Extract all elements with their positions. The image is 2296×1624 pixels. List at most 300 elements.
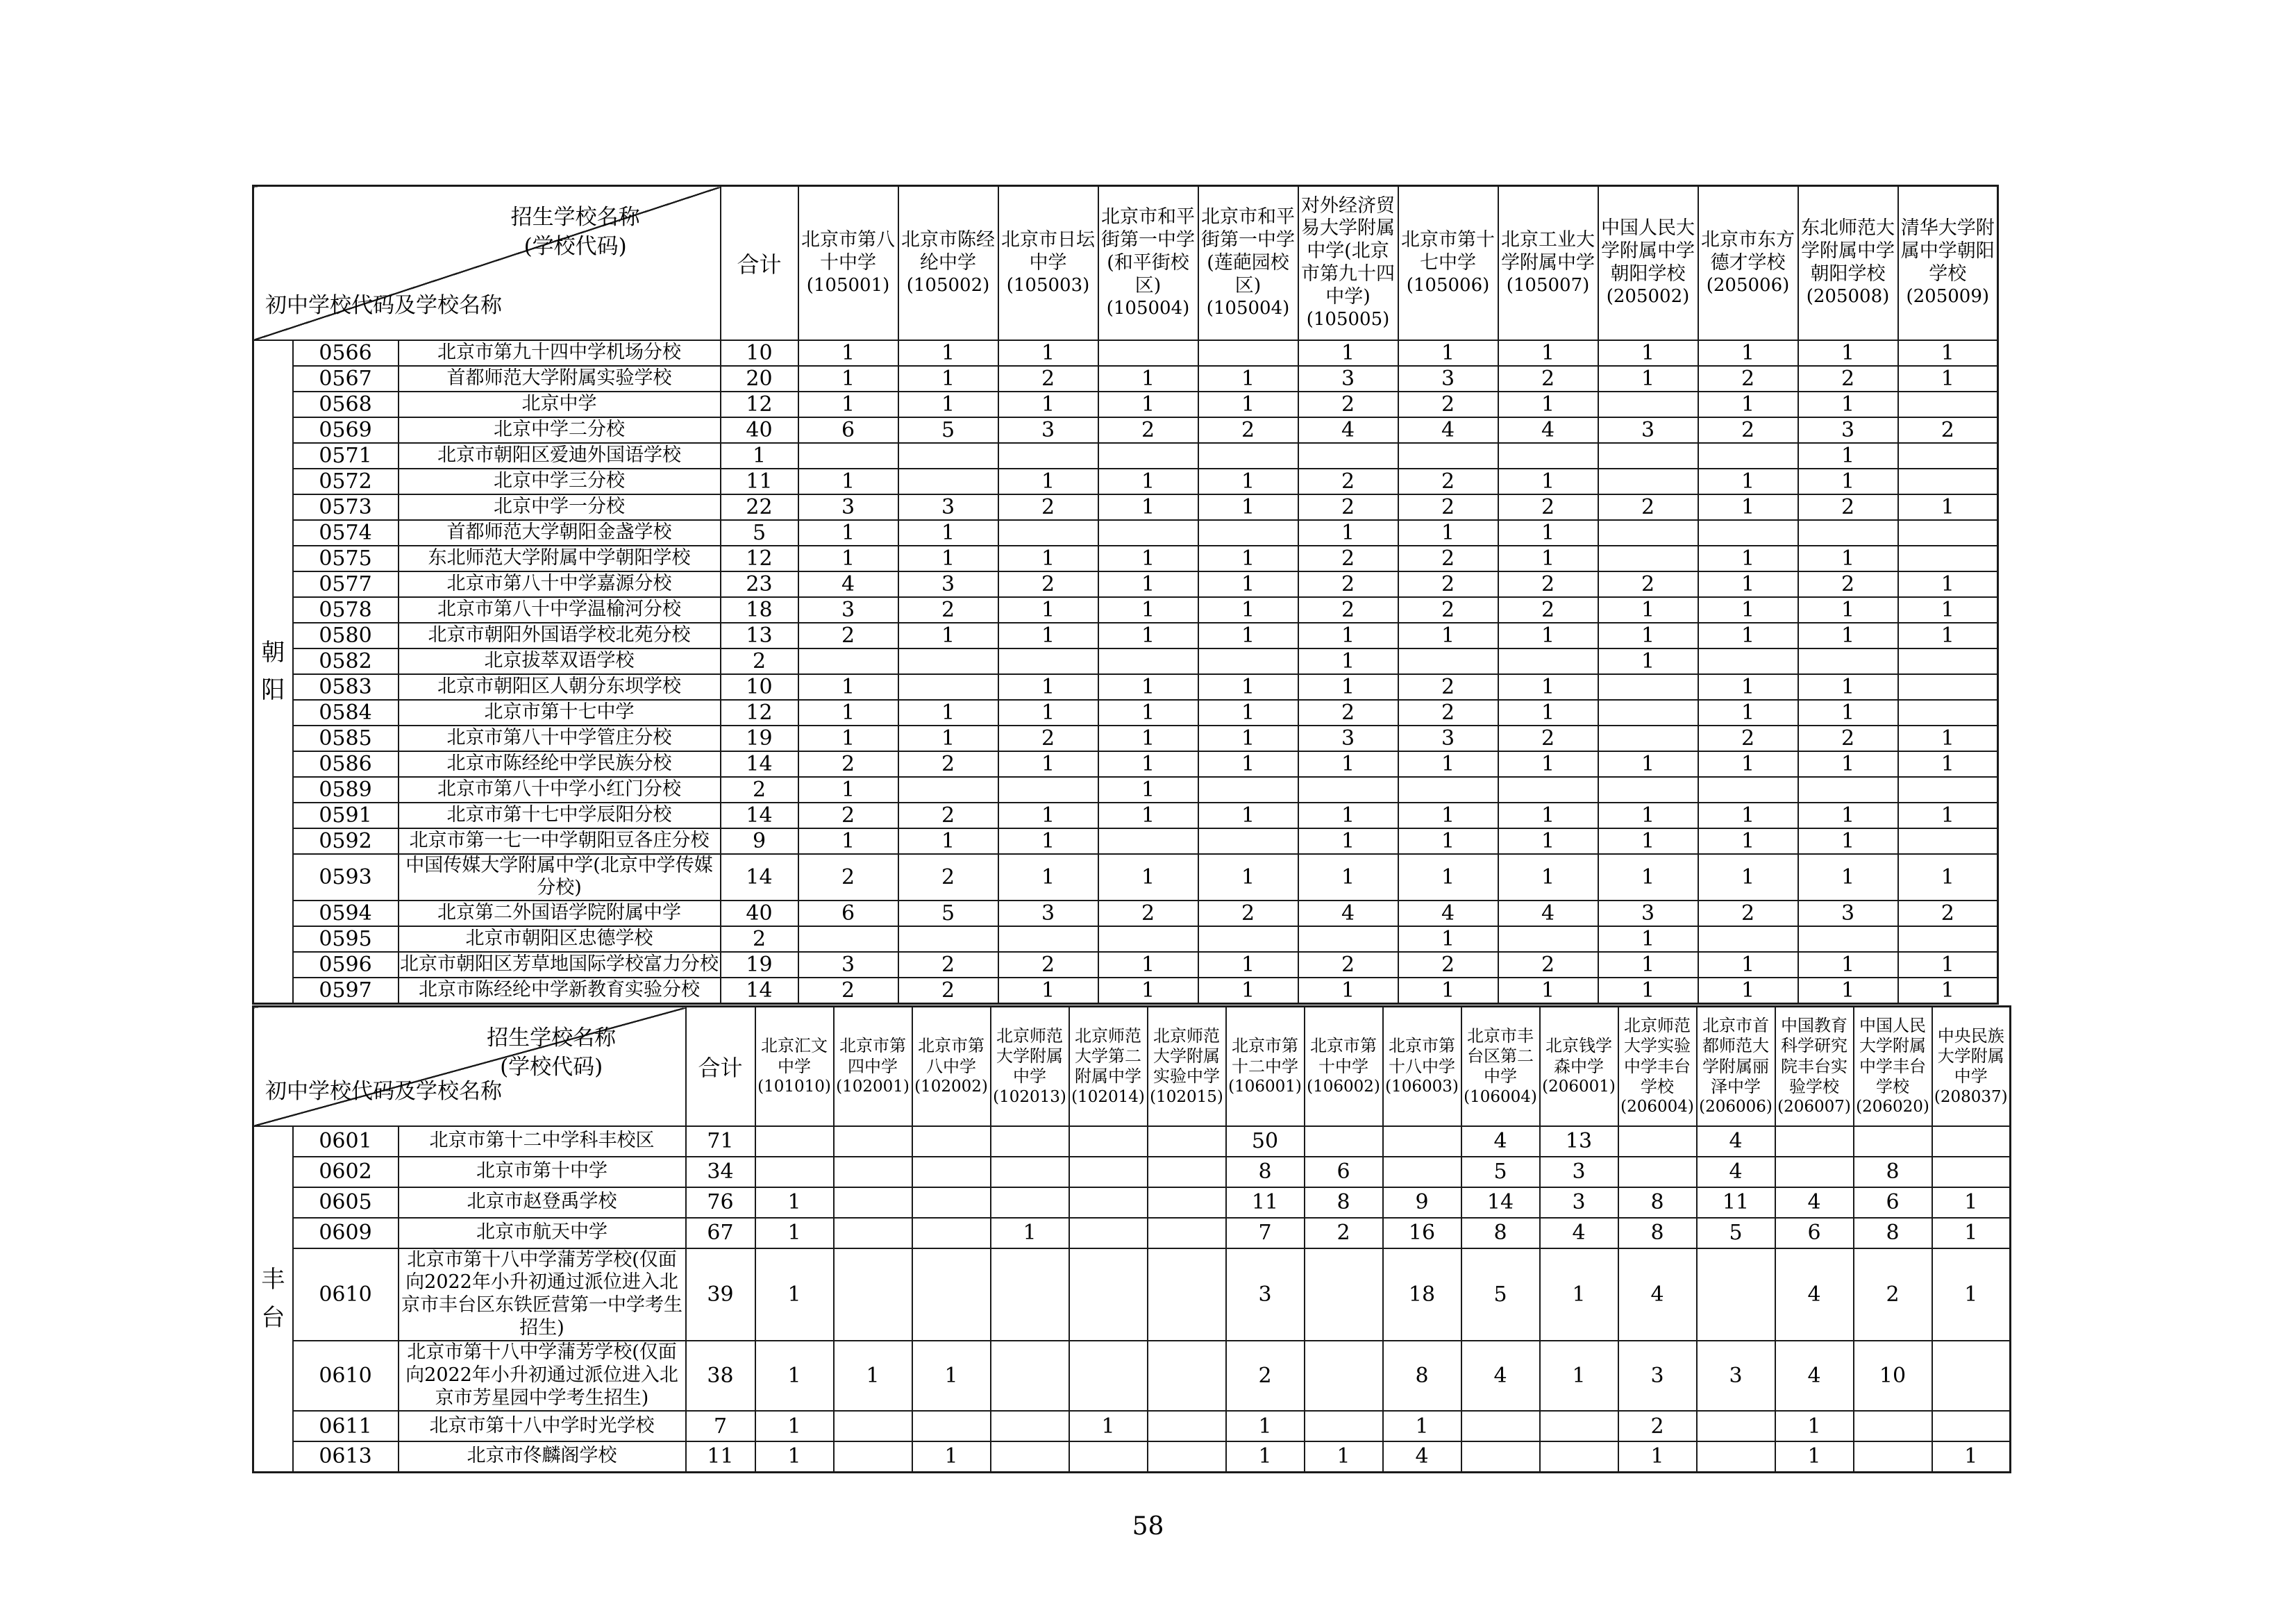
header-school-name: 北京市和平街第一中学(莲葩园校区) xyxy=(1201,206,1296,296)
region-label-char: 台 xyxy=(261,1303,285,1332)
header-school-cell xyxy=(1598,186,1698,340)
cell-value: 3 xyxy=(798,494,898,520)
cell-value: 1 xyxy=(1540,1248,1618,1341)
cell-value xyxy=(1305,1248,1383,1341)
cell-value: 1 xyxy=(1898,366,1998,392)
cell-value: 1 xyxy=(1383,1411,1461,1441)
cell-value xyxy=(1598,726,1698,751)
header-school-cell xyxy=(1198,186,1298,340)
row-total: 10 xyxy=(721,674,798,700)
header-school-cell xyxy=(1383,1007,1461,1126)
header-school-name: 北京市第十中学 xyxy=(1310,1036,1377,1076)
cell-value xyxy=(1148,1341,1226,1411)
header-school-name: 北京市和平街第一中学(和平街校区) xyxy=(1101,206,1196,296)
cell-value: 2 xyxy=(1898,417,1998,443)
cell-value: 2 xyxy=(1698,366,1798,392)
header-school-name: 中国人民大学附属中学丰台学校 xyxy=(1859,1016,1927,1096)
cell-value xyxy=(1098,340,1198,366)
cell-value: 2 xyxy=(1298,469,1398,494)
row-school-name: 北京市朝阳区爱迪外国语学校 xyxy=(399,443,721,469)
row-school-code: 0591 xyxy=(293,803,399,828)
row-school-code: 0592 xyxy=(293,828,399,854)
header-school-cell xyxy=(1697,1007,1775,1126)
cell-value xyxy=(1698,443,1798,469)
cell-value xyxy=(912,1218,991,1248)
cell-value: 9 xyxy=(1383,1187,1461,1218)
row-total: 2 xyxy=(721,648,798,674)
cell-value xyxy=(1618,1126,1697,1157)
cell-value: 5 xyxy=(1461,1157,1540,1187)
cell-value: 1 xyxy=(1498,751,1598,777)
cell-value: 1 xyxy=(1298,648,1398,674)
cell-value: 10 xyxy=(1854,1341,1932,1411)
cell-value: 1 xyxy=(1798,392,1898,417)
cell-value xyxy=(991,1341,1069,1411)
header-school-name: 中国人民大学附属中学朝阳学校 xyxy=(1601,217,1695,285)
header-school-code: (102001) xyxy=(836,1077,910,1096)
cell-value xyxy=(1898,443,1998,469)
cell-value xyxy=(1198,926,1298,952)
cell-value: 1 xyxy=(998,978,1098,1004)
cell-value xyxy=(1383,1157,1461,1187)
cell-value: 6 xyxy=(1775,1218,1854,1248)
cell-value: 1 xyxy=(1498,520,1598,546)
header-school-name: 北京市日坛中学 xyxy=(1001,228,1096,274)
cell-value: 3 xyxy=(1398,366,1498,392)
cell-value xyxy=(1498,648,1598,674)
table-row xyxy=(253,751,1998,777)
header-school-cell xyxy=(1540,1007,1618,1126)
cell-value: 1 xyxy=(798,700,898,726)
cell-value: 1 xyxy=(1398,751,1498,777)
row-school-name: 北京市第十八中学蒲芳学校(仅面向2022年小升初通过派位进入北京市丰台区东铁匠营第一中学考生招生) xyxy=(399,1248,686,1341)
cell-value: 4 xyxy=(1697,1126,1775,1157)
cell-value: 2 xyxy=(1398,597,1498,623)
cell-value: 2 xyxy=(1498,597,1598,623)
cell-value: 1 xyxy=(1498,854,1598,901)
cell-value: 1 xyxy=(998,546,1098,571)
cell-value: 1 xyxy=(1398,854,1498,901)
cell-value xyxy=(1461,1411,1540,1441)
cell-value: 1 xyxy=(1698,700,1798,726)
row-school-name: 北京中学 xyxy=(399,392,721,417)
cell-value xyxy=(1383,1126,1461,1157)
header-school-code: (105003) xyxy=(1006,274,1090,296)
row-school-code: 0593 xyxy=(293,854,399,901)
cell-value xyxy=(912,1248,991,1341)
row-school-name: 北京市第十七中学辰阳分校 xyxy=(399,803,721,828)
header-school-cell xyxy=(1898,186,1998,340)
cell-value: 2 xyxy=(1798,726,1898,751)
cell-value xyxy=(1598,777,1698,803)
cell-value: 2 xyxy=(1798,571,1898,597)
cell-value xyxy=(755,1157,834,1187)
cell-value: 3 xyxy=(1298,366,1398,392)
row-school-code: 0605 xyxy=(293,1187,399,1218)
cell-value: 8 xyxy=(1618,1218,1697,1248)
cell-value: 2 xyxy=(1398,392,1498,417)
cell-value xyxy=(1932,1341,2011,1411)
cell-value xyxy=(1148,1157,1226,1187)
cell-value: 4 xyxy=(1618,1248,1697,1341)
cell-value: 8 xyxy=(1226,1157,1305,1187)
table-row xyxy=(253,469,1998,494)
cell-value: 1 xyxy=(1098,978,1198,1004)
cell-value: 1 xyxy=(1498,392,1598,417)
row-school-code: 0584 xyxy=(293,700,399,726)
cell-value: 3 xyxy=(1598,901,1698,926)
cell-value: 1 xyxy=(1098,623,1198,648)
header-school-code: (206007) xyxy=(1777,1098,1851,1116)
cell-value: 1 xyxy=(798,392,898,417)
header-school-code: (101010) xyxy=(757,1077,831,1096)
cell-value: 2 xyxy=(1298,392,1398,417)
cell-value: 2 xyxy=(1298,546,1398,571)
cell-value xyxy=(1198,777,1298,803)
cell-value xyxy=(1298,926,1398,952)
header-school-code: (106001) xyxy=(1228,1077,1302,1096)
cell-value xyxy=(898,648,998,674)
cell-value xyxy=(834,1126,912,1157)
table-row xyxy=(253,1187,2011,1218)
cell-value: 4 xyxy=(1775,1187,1854,1218)
cell-value xyxy=(1305,1411,1383,1441)
row-school-name: 首都师范大学附属实验学校 xyxy=(399,366,721,392)
cell-value: 1 xyxy=(898,726,998,751)
cell-value: 1 xyxy=(1198,700,1298,726)
row-school-name: 北京市朝阳区芳草地国际学校富力分校 xyxy=(399,952,721,978)
cell-value: 1 xyxy=(898,340,998,366)
cell-value: 1 xyxy=(1798,700,1898,726)
cell-value xyxy=(1697,1411,1775,1441)
row-total: 13 xyxy=(721,623,798,648)
cell-value: 1 xyxy=(1698,978,1798,1004)
row-total: 38 xyxy=(686,1341,755,1411)
table-row xyxy=(253,1157,2011,1187)
table-row xyxy=(253,926,1998,952)
row-total: 14 xyxy=(721,978,798,1004)
row-school-code: 0575 xyxy=(293,546,399,571)
table-row xyxy=(253,700,1998,726)
cell-value xyxy=(1098,520,1198,546)
cell-value xyxy=(1898,926,1998,952)
cell-value: 1 xyxy=(1698,469,1798,494)
cell-value: 1 xyxy=(1498,978,1598,1004)
cell-value: 1 xyxy=(1098,392,1198,417)
row-school-name: 北京市第十七中学 xyxy=(399,700,721,726)
cell-value: 16 xyxy=(1383,1218,1461,1248)
header-school-code: (102015) xyxy=(1150,1087,1223,1106)
header-school-cell xyxy=(1498,186,1598,340)
row-total: 39 xyxy=(686,1248,755,1341)
cell-value: 2 xyxy=(1498,726,1598,751)
cell-value: 1 xyxy=(1618,1441,1697,1472)
row-school-code: 0577 xyxy=(293,571,399,597)
header-school-cell xyxy=(1932,1007,2011,1126)
cell-value xyxy=(1148,1126,1226,1157)
cell-value: 1 xyxy=(1498,469,1598,494)
cell-value: 1 xyxy=(1898,623,1998,648)
cell-value: 1 xyxy=(1498,623,1598,648)
cell-value xyxy=(912,1411,991,1441)
cell-value xyxy=(991,1411,1069,1441)
table-row xyxy=(253,443,1998,469)
cell-value xyxy=(798,648,898,674)
cell-value: 2 xyxy=(1298,700,1398,726)
cell-value: 1 xyxy=(1598,854,1698,901)
cell-value: 1 xyxy=(1198,978,1298,1004)
corner-label-line1: 招生学校名称 xyxy=(510,205,640,230)
cell-value: 2 xyxy=(1498,494,1598,520)
row-school-name: 北京市第十八中学时光学校 xyxy=(399,1411,686,1441)
cell-value: 1 xyxy=(1226,1441,1305,1472)
cell-value: 1 xyxy=(1898,597,1998,623)
row-school-name: 中国传媒大学附属中学(北京中学传媒分校) xyxy=(399,854,721,901)
cell-value: 1 xyxy=(898,520,998,546)
cell-value: 1 xyxy=(1898,751,1998,777)
cell-value xyxy=(1598,700,1698,726)
header-school-code: (105007) xyxy=(1506,274,1590,296)
table-row xyxy=(253,366,1998,392)
cell-value xyxy=(1898,674,1998,700)
header-school-cell xyxy=(1798,186,1898,340)
header-school-code: (106003) xyxy=(1385,1077,1459,1096)
cell-value: 2 xyxy=(1198,901,1298,926)
row-school-name: 北京市朝阳区忠德学校 xyxy=(399,926,721,952)
cell-value: 2 xyxy=(998,366,1098,392)
cell-value xyxy=(1798,520,1898,546)
header-school-name: 北京工业大学附属中学 xyxy=(1501,228,1595,274)
header-school-cell xyxy=(798,186,898,340)
cell-value xyxy=(1069,1187,1148,1218)
row-total: 19 xyxy=(721,726,798,751)
cell-value: 1 xyxy=(1198,674,1298,700)
cell-value: 2 xyxy=(1298,494,1398,520)
cell-value xyxy=(1698,520,1798,546)
row-school-code: 0568 xyxy=(293,392,399,417)
row-total: 22 xyxy=(721,494,798,520)
cell-value xyxy=(1498,777,1598,803)
cell-value: 2 xyxy=(898,751,998,777)
header-school-name: 北京市陈经纶中学 xyxy=(901,228,996,274)
cell-value xyxy=(798,926,898,952)
cell-value xyxy=(1148,1187,1226,1218)
cell-value xyxy=(1598,443,1698,469)
cell-value xyxy=(1854,1126,1932,1157)
header-school-name: 北京师范大学附属中学 xyxy=(996,1026,1064,1087)
cell-value: 1 xyxy=(1198,392,1298,417)
cell-value xyxy=(1069,1157,1148,1187)
header-school-cell xyxy=(998,186,1098,340)
cell-value xyxy=(1698,648,1798,674)
header-school-code: (206006) xyxy=(1699,1098,1773,1116)
cell-value: 1 xyxy=(755,1441,834,1472)
row-school-code: 0610 xyxy=(293,1341,399,1411)
cell-value xyxy=(1098,443,1198,469)
table-row xyxy=(253,978,1998,1004)
cell-value xyxy=(1069,1441,1148,1472)
cell-value: 1 xyxy=(1698,751,1798,777)
header-school-name: 北京汇文中学 xyxy=(761,1036,828,1076)
cell-value: 1 xyxy=(1898,803,1998,828)
cell-value: 8 xyxy=(1305,1187,1383,1218)
cell-value: 1 xyxy=(1540,1341,1618,1411)
cell-value: 1 xyxy=(1898,978,1998,1004)
cell-value xyxy=(1461,1441,1540,1472)
cell-value: 1 xyxy=(1598,366,1698,392)
cell-value xyxy=(898,674,998,700)
cell-value: 1 xyxy=(912,1441,991,1472)
cell-value: 3 xyxy=(998,901,1098,926)
cell-value: 2 xyxy=(1398,952,1498,978)
header-school-code: (105002) xyxy=(906,274,990,296)
table-row xyxy=(253,1218,2011,1248)
cell-value: 1 xyxy=(898,623,998,648)
header-school-name: 北京市东方德才学校 xyxy=(1701,228,1795,274)
header-school-name: 对外经济贸易大学附属中学(北京市第九十四中学) xyxy=(1301,194,1396,308)
cell-value: 1 xyxy=(1932,1218,2011,1248)
cell-value: 1 xyxy=(1598,926,1698,952)
cell-value: 3 xyxy=(1226,1248,1305,1341)
cell-value xyxy=(1148,1441,1226,1472)
cell-value: 4 xyxy=(1775,1341,1854,1411)
cell-value: 1 xyxy=(1598,803,1698,828)
total-column-header: 合计 xyxy=(686,1007,755,1126)
cell-value: 1 xyxy=(1775,1441,1854,1472)
cell-value xyxy=(1398,648,1498,674)
cell-value: 1 xyxy=(798,674,898,700)
row-school-code: 0589 xyxy=(293,777,399,803)
header-school-name: 北京市第四中学 xyxy=(839,1036,907,1076)
header-school-cell xyxy=(1618,1007,1697,1126)
cell-value: 7 xyxy=(1226,1218,1305,1248)
row-school-name: 北京中学一分校 xyxy=(399,494,721,520)
cell-value: 4 xyxy=(1461,1126,1540,1157)
cell-value: 1 xyxy=(1098,571,1198,597)
row-total: 11 xyxy=(721,469,798,494)
cell-value: 6 xyxy=(798,417,898,443)
header-school-name: 北京市第八十中学 xyxy=(801,228,896,274)
cell-value: 1 xyxy=(1398,926,1498,952)
table-row xyxy=(253,571,1998,597)
row-total: 7 xyxy=(686,1411,755,1441)
row-school-code: 0571 xyxy=(293,443,399,469)
cell-value: 1 xyxy=(998,674,1098,700)
cell-value xyxy=(1198,520,1298,546)
cell-value: 1 xyxy=(798,340,898,366)
region-label xyxy=(253,1126,293,1473)
cell-value: 2 xyxy=(798,854,898,901)
cell-value: 1 xyxy=(1198,469,1298,494)
cell-value: 1 xyxy=(755,1187,834,1218)
row-total: 40 xyxy=(721,901,798,926)
header-school-name: 中国教育科学研究院丰台实验学校 xyxy=(1781,1016,1848,1096)
cell-value xyxy=(991,1187,1069,1218)
cell-value: 2 xyxy=(1598,571,1698,597)
admission-table-chaoyang xyxy=(252,185,1999,1005)
cell-value xyxy=(898,926,998,952)
row-school-name: 北京市第八十中学小红门分校 xyxy=(399,777,721,803)
cell-value xyxy=(1398,777,1498,803)
cell-value xyxy=(1697,1248,1775,1341)
cell-value: 1 xyxy=(1798,623,1898,648)
cell-value: 1 xyxy=(1298,674,1398,700)
table-corner-header xyxy=(253,186,721,340)
row-total: 1 xyxy=(721,443,798,469)
row-school-name: 北京中学二分校 xyxy=(399,417,721,443)
cell-value: 2 xyxy=(798,978,898,1004)
cell-value: 18 xyxy=(1383,1248,1461,1341)
cell-value: 1 xyxy=(1098,469,1198,494)
header-school-cell xyxy=(898,186,998,340)
cell-value xyxy=(1198,340,1298,366)
cell-value: 1 xyxy=(1698,828,1798,854)
cell-value xyxy=(1098,828,1198,854)
cell-value xyxy=(755,1126,834,1157)
header-school-name: 北京市第十二中学 xyxy=(1232,1036,1299,1076)
cell-value: 1 xyxy=(1898,854,1998,901)
cell-value xyxy=(834,1441,912,1472)
cell-value xyxy=(912,1187,991,1218)
cell-value: 3 xyxy=(1398,726,1498,751)
cell-value: 3 xyxy=(798,597,898,623)
cell-value xyxy=(1198,828,1298,854)
row-total: 18 xyxy=(721,597,798,623)
table-row xyxy=(253,1248,2011,1341)
cell-value: 1 xyxy=(998,597,1098,623)
cell-value: 14 xyxy=(1461,1187,1540,1218)
cell-value: 1 xyxy=(1932,1248,2011,1341)
cell-value: 1 xyxy=(1932,1187,2011,1218)
region-label-char: 朝 xyxy=(261,639,285,667)
cell-value xyxy=(1098,648,1198,674)
cell-value xyxy=(1148,1248,1226,1341)
row-total: 14 xyxy=(721,854,798,901)
row-total: 76 xyxy=(686,1187,755,1218)
cell-value: 2 xyxy=(1698,726,1798,751)
cell-value xyxy=(991,1248,1069,1341)
cell-value: 2 xyxy=(1298,597,1398,623)
cell-value: 1 xyxy=(1198,623,1298,648)
cell-value xyxy=(1198,443,1298,469)
cell-value: 2 xyxy=(998,571,1098,597)
header-school-cell xyxy=(1775,1007,1854,1126)
cell-value: 1 xyxy=(998,392,1098,417)
row-school-name: 北京市第八十中学温榆河分校 xyxy=(399,597,721,623)
cell-value: 50 xyxy=(1226,1126,1305,1157)
header-school-cell xyxy=(1298,186,1398,340)
cell-value xyxy=(1069,1126,1148,1157)
cell-value: 2 xyxy=(1305,1218,1383,1248)
cell-value: 2 xyxy=(998,494,1098,520)
cell-value: 5 xyxy=(898,901,998,926)
cell-value: 1 xyxy=(1226,1411,1305,1441)
cell-value xyxy=(1898,828,1998,854)
row-total: 23 xyxy=(721,571,798,597)
cell-value: 1 xyxy=(1398,978,1498,1004)
header-school-cell xyxy=(1098,186,1198,340)
cell-value: 1 xyxy=(1198,597,1298,623)
cell-value: 1 xyxy=(1798,469,1898,494)
admission-table-fengtai xyxy=(252,1005,2011,1473)
table-row xyxy=(253,1341,2011,1411)
cell-value: 3 xyxy=(1798,901,1898,926)
row-school-code: 0602 xyxy=(293,1157,399,1187)
cell-value xyxy=(1398,443,1498,469)
cell-value xyxy=(1598,674,1698,700)
cell-value: 1 xyxy=(1698,392,1798,417)
cell-value: 4 xyxy=(1383,1441,1461,1472)
